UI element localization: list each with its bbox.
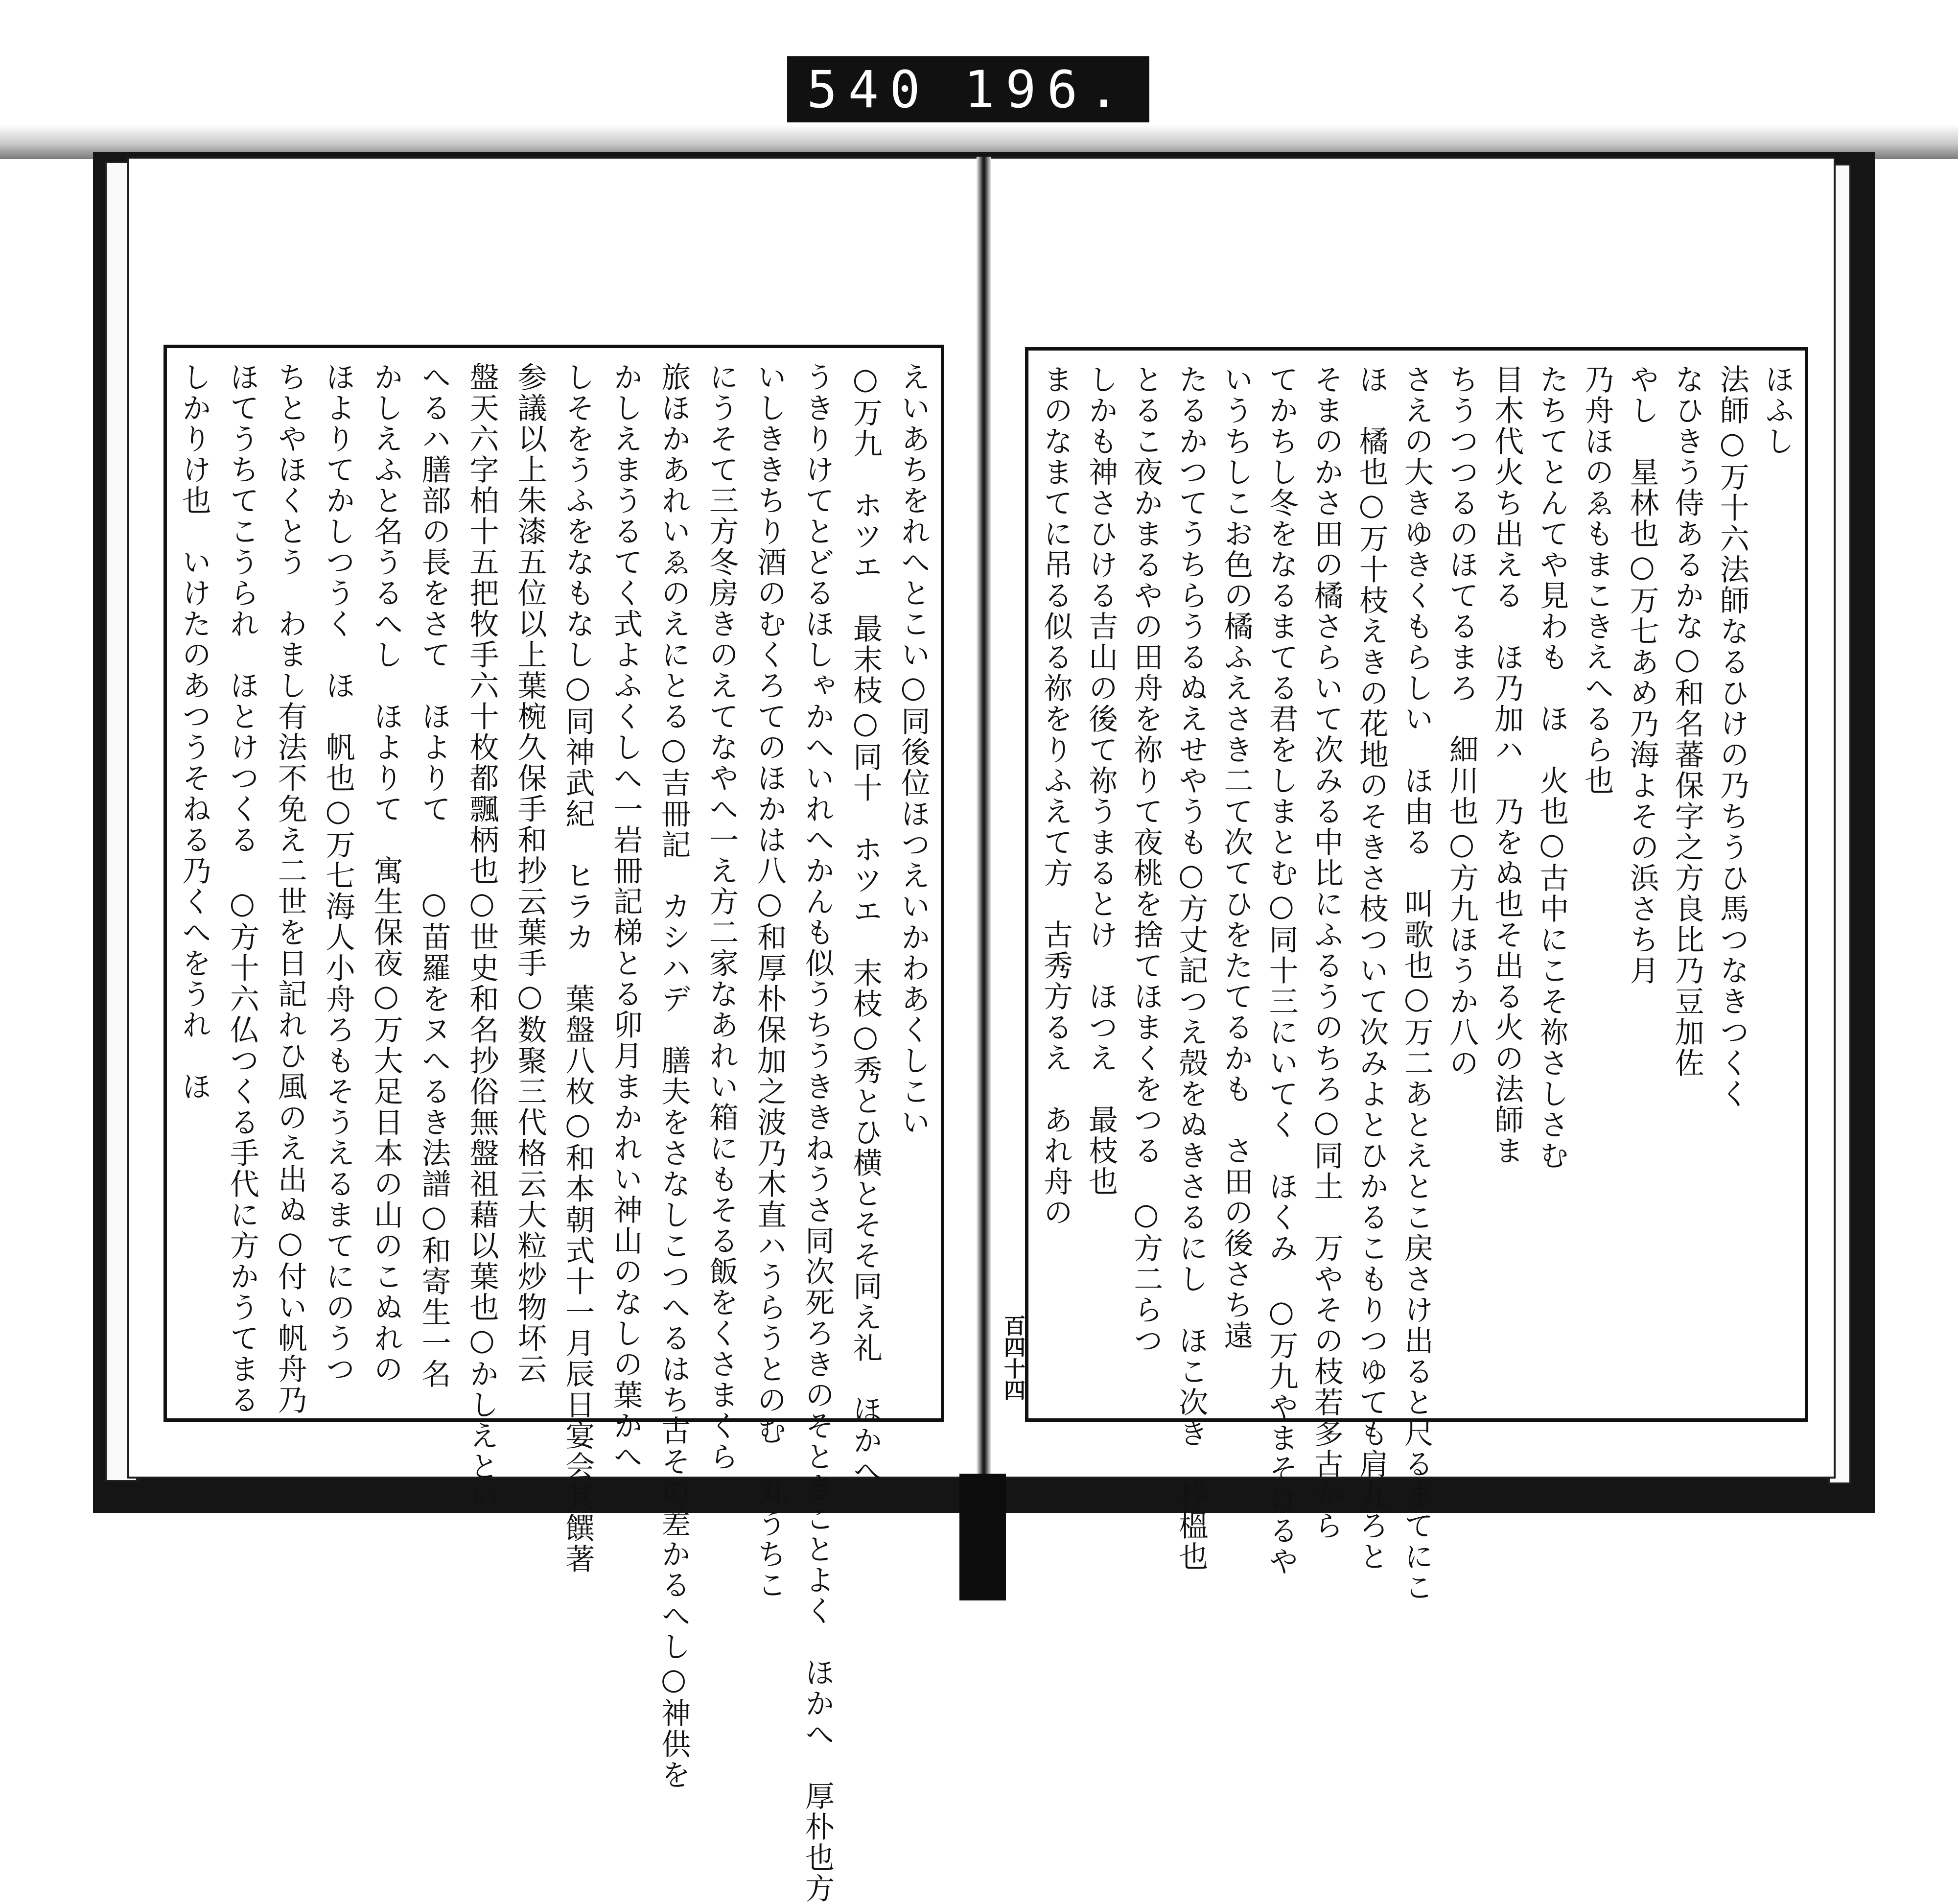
text-column: ほてうちてこうられ ほとけつくる ○方十六仏つくる手代に方かうてまる	[225, 362, 259, 1415]
text-column: ほ 橘也○万十枝えきの花地のそきさ枝ついて次みよとひかるこもりつゆても肩九ろと	[1354, 364, 1389, 1572]
text-column: たちてとんてや見わも ほ 火也○古中にこそ祢さしさむ	[1535, 364, 1569, 1171]
text-column: ちとやほくとう わまし有法不免え二世を日記れひ風のえ出ぬ○付い帆舟乃	[273, 362, 307, 1415]
text-column: やし 星林也○万七あめ乃海よその浜さち月	[1625, 364, 1659, 986]
text-column: そまのかさ田の橘さらいて次みる中比にふるうのちろ○同土 万やその枝若多古から	[1309, 364, 1344, 1541]
text-column: 旅ほかあれいゑのえにとる○吉冊記 カシハデ 膳夫をさなしこつへるはち古その差かるへし○神供を	[656, 362, 691, 1790]
text-column: まのなまてに吊る似る祢をりふえて方 古秀方るえ あれ舟の	[1039, 364, 1073, 1228]
text-column: 盤天六字柏十五把牧手六十枚都飄柄也○世史和名抄俗無盤祖藉以葉也○かしえとい	[465, 362, 499, 1513]
right-page	[986, 157, 1836, 1603]
text-column: ちうつつるのほてるまろ 細川也○方九ほうか八の	[1445, 364, 1479, 1079]
text-column: えいあちをれへとこい○同後位ほつえいかわあくしこい	[896, 362, 931, 1138]
left-text-frame	[163, 345, 944, 1904]
text-column: いうちしこお色の橘ふえさき二て次てひをたてるかも さ田の後さち遠	[1219, 364, 1254, 1351]
text-column: かしえふと名うるへし ほよりて 寓生保夜○万大足日本の山のこぬれの	[369, 362, 403, 1385]
text-column: にうそて三方冬房きのえてなやへ一え方二家なあれい箱にもそる飯をくさまくら	[704, 362, 739, 1472]
right-text-columns	[1039, 364, 1795, 1603]
text-column: かしえまうるてく式よふくしへ一岩冊記梯とる卯月まかれい神山のなしの葉かへ	[608, 362, 643, 1472]
text-column: うきりけてとどるほしゃかへいれへかんも似うちうききねうさ同次死ろきのそときことよく ほかへ 厚朴也方	[800, 362, 835, 1904]
text-column: てかちし冬をなるまてる君をしまとむ○同十三にいてく ほくみ ○万九やまそけるや	[1264, 364, 1299, 1577]
text-column: 目木代火ち出える ほ乃加ハ 乃をぬ也そ出る火の法師ま	[1490, 364, 1524, 1166]
text-column: いしききちり酒のむくろてのほかは八○和厚朴保加之波乃木直ハうらうとのむ 丸うちこ	[752, 362, 787, 1600]
text-column: なひきう侍あるかな○和名蕃保字之方良比乃豆加佐	[1670, 364, 1704, 1079]
spine-foot	[959, 1474, 1006, 1600]
text-column: たるかつてうちらうるぬえせやうも○方丈記つえ殻をぬきさるにし ほこ次き 枠榲也	[1174, 364, 1209, 1572]
text-column: しそをうふをなもなし○同神武紀 ヒラカ 葉盤八枚○和本朝式十一月辰日宴会其饌著	[560, 362, 595, 1575]
folio-box	[989, 1315, 1028, 1422]
page-folio: 百四十四	[1000, 1315, 1025, 1401]
right-text-frame	[1025, 347, 1808, 1603]
microfilm-id-plate	[787, 56, 1149, 122]
frame-number: 196.	[964, 59, 1130, 119]
text-column: 乃舟ほのゑもまこきえへるら也	[1580, 364, 1614, 796]
text-column: へるハ膳部の長をさて ほよりて ○苗羅をヌへるき法譜○和寄生一名	[417, 362, 451, 1389]
text-column: 法師○万十六法師なるひけの乃ちうひ馬つなきつくく	[1715, 364, 1749, 1109]
text-column: さえの大きゆきくもらしい ほ由る 叫歌也○万二あとえとこ戻さけ出ると尺るまてにこ	[1399, 364, 1434, 1603]
text-column: ○万九 ホツエ 最末枝○同十 ホツエ 末枝○秀とひ横とそそ同え礼 ほかへ	[848, 362, 883, 1487]
reel-number: 540	[807, 59, 931, 119]
text-column: しかりけ也 いけたのあつうそねる乃くへをうれ ほ	[177, 362, 211, 1102]
text-column: しかも神さひける吉山の後て祢うまるとけ ほつえ 最枝也	[1084, 364, 1119, 1197]
text-column: ほよりてかしつうく ほ 帆也○万七海人小舟ろもそうえるまてにのうつ	[321, 362, 355, 1385]
left-page	[127, 157, 986, 1904]
text-column: 参議以上朱漆五位以上葉椀久保手和抄云葉手○数聚三代格云大粒炒物坏云	[513, 362, 547, 1385]
text-column: とるこ夜かまるやの田舟を祢りて夜桃を捨てほまくをつる ○方二らつ	[1129, 364, 1164, 1356]
left-text-columns	[177, 362, 931, 1904]
book-gutter	[977, 157, 991, 1479]
text-column: ほふし	[1760, 364, 1795, 457]
